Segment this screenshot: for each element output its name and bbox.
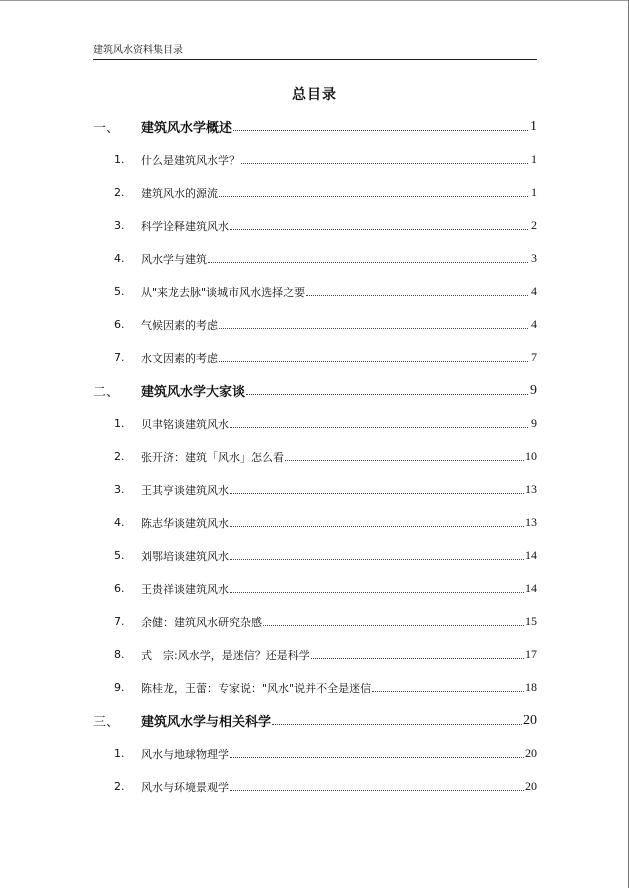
toc-entry-title: 贝聿铭谈建筑风水	[141, 417, 229, 431]
toc-entry-number: 5.	[114, 549, 125, 562]
toc-item-entry[interactable]	[93, 143, 537, 176]
toc-entry-page-number: 1	[530, 118, 537, 134]
toc-entry-page-number: 2	[531, 218, 537, 232]
toc-dot-leader	[230, 559, 524, 560]
toc-dot-leader	[219, 196, 528, 197]
toc-entry-page-number: 9	[531, 416, 537, 430]
toc-entry-title: 式 宗:风水学，是迷信？还是科学	[141, 648, 310, 662]
toc-dot-leader	[372, 691, 524, 692]
toc-entry-title: 张开济：建筑「风水」怎么看	[141, 450, 284, 464]
toc-item-entry[interactable]	[93, 341, 537, 374]
toc-entry-title: 王其亨谈建筑风水	[141, 483, 229, 497]
toc-entry-page-number: 14	[525, 548, 537, 562]
toc-entry-number: 4.	[114, 252, 125, 265]
toc-entry-number: 二、	[93, 385, 120, 400]
toc-dot-leader	[272, 724, 522, 725]
toc-entry-number: 2.	[114, 780, 125, 793]
toc-item-entry[interactable]	[93, 242, 537, 275]
toc-entry-page-number: 14	[525, 581, 537, 595]
toc-entry-title: 气候因素的考虑	[141, 318, 218, 332]
toc-entry-number: 7.	[114, 351, 125, 364]
toc-dot-leader	[233, 130, 528, 131]
toc-entry-number: 一、	[93, 121, 120, 136]
toc-item-entry[interactable]	[93, 770, 537, 803]
toc-entry-page-number: 9	[530, 382, 537, 398]
toc-item-entry[interactable]	[93, 506, 537, 539]
toc-entry-number: 2.	[114, 450, 125, 463]
toc-entry-title: 什么是建筑风水学？	[141, 153, 240, 167]
page-top-edge	[0, 0, 629, 1]
toc-dot-leader	[306, 295, 528, 296]
toc-entry-number: 3.	[114, 219, 125, 232]
toc-item-entry[interactable]	[93, 209, 537, 242]
toc-entry-title: 建筑风水的源流	[141, 186, 218, 200]
toc-entry-number: 三、	[93, 715, 120, 730]
toc-entry-title: 建筑风水学大家谈	[141, 385, 246, 400]
toc-dot-leader	[230, 790, 524, 791]
page-title: 总目录	[292, 87, 337, 103]
toc-entry-title: 陈桂龙，王蕾：专家说："风水"说并不全是迷信	[141, 681, 372, 695]
toc-dot-leader	[219, 328, 528, 329]
toc-entry-number: 1.	[114, 417, 125, 430]
toc-entry-number: 6.	[114, 582, 125, 595]
toc-dot-leader	[219, 361, 528, 362]
toc-entry-page-number: 20	[525, 746, 537, 760]
toc-dot-leader	[230, 427, 528, 428]
toc-entry-number: 8.	[114, 648, 125, 661]
toc-item-entry[interactable]	[93, 473, 537, 506]
toc-entry-title: 科学诠释建筑风水	[141, 219, 229, 233]
toc-dot-leader	[230, 757, 524, 758]
toc-dot-leader	[208, 262, 528, 263]
toc-entry-page-number: 4	[531, 317, 537, 331]
toc-entry-page-number: 20	[525, 779, 537, 793]
toc-entry-title: 建筑风水学概述	[141, 121, 233, 136]
toc-entry-title: 余健：建筑风水研究杂感	[141, 615, 262, 629]
toc-entry-number: 4.	[114, 516, 125, 529]
toc-entry-title: 陈志华谈建筑风水	[141, 516, 229, 530]
toc-entry-number: 5.	[114, 285, 125, 298]
toc-item-entry[interactable]	[93, 440, 537, 473]
toc-dot-leader	[246, 394, 528, 395]
toc-dot-leader	[263, 625, 524, 626]
toc-chapter-entry[interactable]	[93, 704, 537, 737]
toc-dot-leader	[230, 229, 528, 230]
toc-item-entry[interactable]	[93, 737, 537, 770]
toc-entry-page-number: 20	[523, 712, 537, 728]
toc-dot-leader	[311, 658, 524, 659]
toc-chapter-entry[interactable]	[93, 110, 537, 143]
toc-entry-page-number: 1	[531, 152, 537, 166]
toc-item-entry[interactable]	[93, 605, 537, 638]
toc-item-entry[interactable]	[93, 671, 537, 704]
toc-entry-number: 1.	[114, 747, 125, 760]
toc-entry-title: 刘鄂培谈建筑风水	[141, 549, 229, 563]
toc-entry-page-number: 10	[525, 449, 537, 463]
toc-entry-page-number: 13	[525, 515, 537, 529]
toc-entry-page-number: 18	[525, 680, 537, 694]
table-of-contents	[93, 110, 537, 803]
toc-entry-title: 水文因素的考虑	[141, 351, 218, 365]
toc-entry-title: 建筑风水学与相关科学	[141, 715, 272, 730]
toc-item-entry[interactable]	[93, 539, 537, 572]
toc-dot-leader	[285, 460, 524, 461]
toc-entry-number: 9.	[114, 681, 125, 694]
toc-entry-page-number: 1	[531, 185, 537, 199]
toc-item-entry[interactable]	[93, 308, 537, 341]
toc-chapter-entry[interactable]	[93, 374, 537, 407]
toc-entry-number: 2.	[114, 186, 125, 199]
toc-entry-page-number: 7	[531, 350, 537, 364]
toc-entry-page-number: 3	[531, 251, 537, 265]
toc-item-entry[interactable]	[93, 176, 537, 209]
toc-entry-title: 从"来龙去脉"谈城市风水选择之要	[141, 285, 306, 299]
toc-dot-leader	[241, 163, 528, 164]
toc-item-entry[interactable]	[93, 275, 537, 308]
toc-entry-title: 风水学与建筑	[141, 252, 207, 266]
toc-item-entry[interactable]	[93, 572, 537, 605]
toc-dot-leader	[230, 592, 524, 593]
toc-entry-page-number: 13	[525, 482, 537, 496]
toc-entry-page-number: 17	[525, 647, 537, 661]
toc-entry-page-number: 15	[525, 614, 537, 628]
toc-entry-title: 王贵祥谈建筑风水	[141, 582, 229, 596]
toc-entry-title: 风水与环境景观学	[141, 780, 229, 794]
toc-item-entry[interactable]	[93, 407, 537, 440]
running-header: 建筑风水资料集目录	[93, 44, 537, 60]
toc-entry-number: 7.	[114, 615, 125, 628]
toc-entry-number: 1.	[114, 153, 125, 166]
toc-item-entry[interactable]	[93, 638, 537, 671]
toc-entry-title: 风水与地球物理学	[141, 747, 229, 761]
toc-dot-leader	[230, 526, 524, 527]
toc-entry-number: 6.	[114, 318, 125, 331]
toc-dot-leader	[230, 493, 524, 494]
toc-entry-page-number: 4	[531, 284, 537, 298]
toc-entry-number: 3.	[114, 483, 125, 496]
